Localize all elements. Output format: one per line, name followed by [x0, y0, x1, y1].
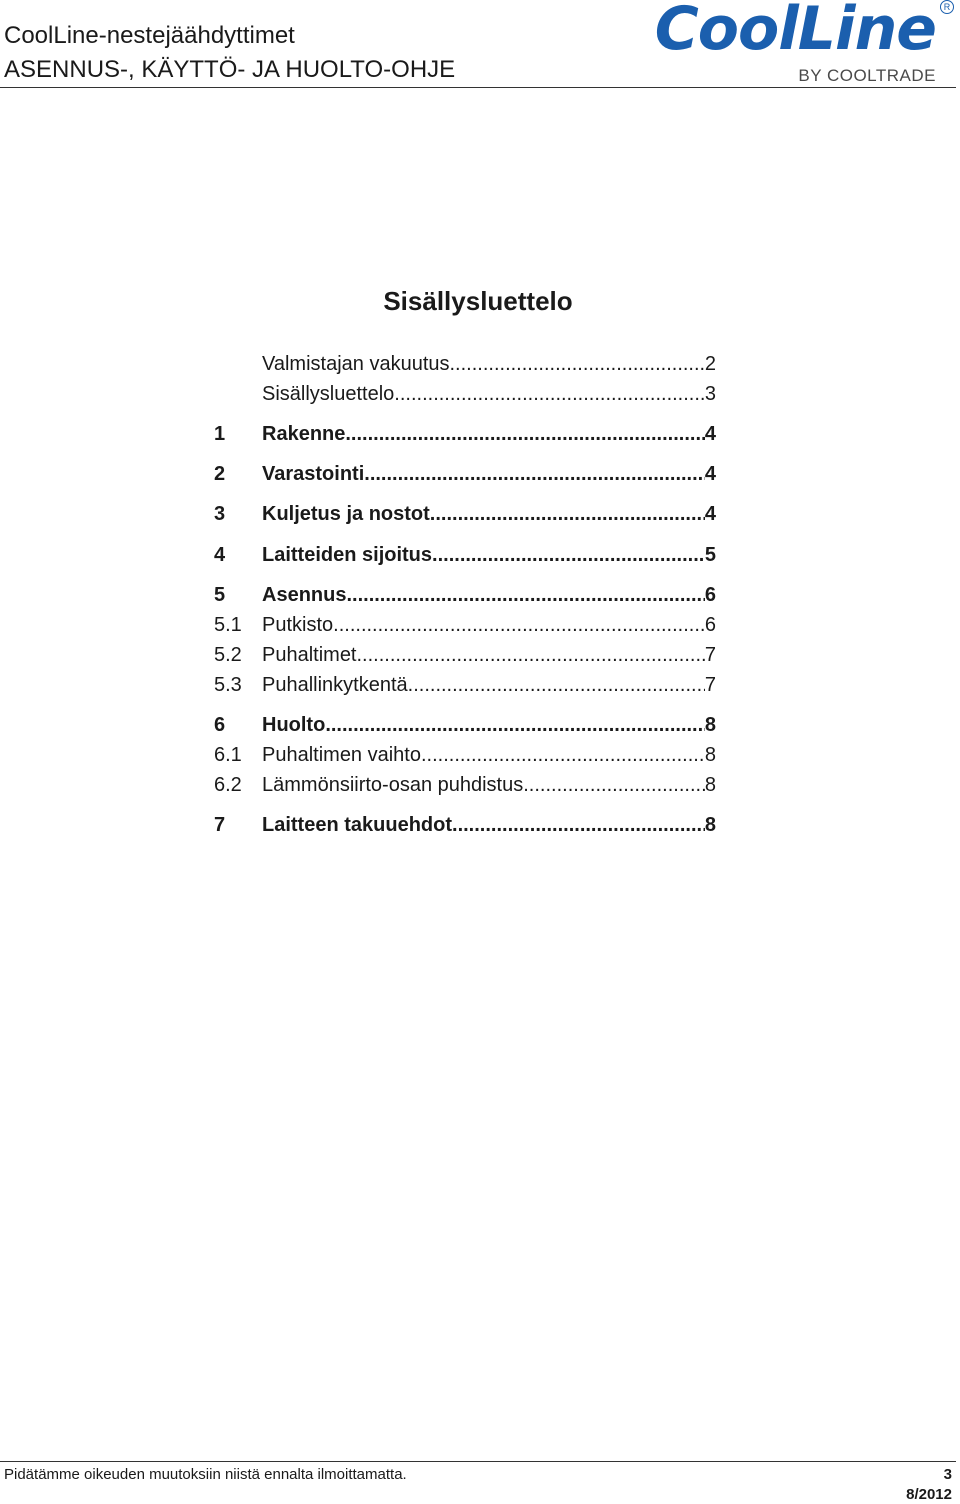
toc-entry-label: Sisällysluettelo	[262, 383, 395, 405]
toc-entry[interactable]	[214, 383, 716, 409]
toc-entry-page: 6	[704, 614, 716, 636]
toc-entry[interactable]	[214, 423, 716, 449]
document-product-title: CoolLine-nestejäähdyttimet	[4, 22, 295, 49]
toc-entry[interactable]	[214, 814, 716, 840]
header-divider	[0, 87, 956, 88]
toc-entry-label: Puhallinkytkentä	[262, 674, 408, 696]
toc-entry-number: 3	[214, 503, 226, 525]
toc-entry-number: 1	[214, 423, 226, 445]
toc-leader-dots	[452, 814, 705, 837]
toc-entry[interactable]	[214, 774, 716, 800]
toc-entry[interactable]	[214, 584, 716, 610]
toc-leader-dots	[346, 584, 704, 607]
toc-entry-label: Huolto	[262, 714, 326, 736]
toc-entry-label: Laitteen takuuehdot	[262, 814, 453, 836]
toc-entry[interactable]	[214, 544, 716, 570]
toc-entry-number: 5	[214, 584, 226, 606]
toc-entry-label: Kuljetus ja nostot	[262, 503, 430, 525]
toc-entry-label: Lämmönsiirto-osan puhdistus	[262, 774, 524, 796]
document-date: 8/2012	[906, 1486, 952, 1503]
toc-entry-page: 2	[704, 353, 716, 375]
logo-wordmark: CoolLine	[654, 0, 936, 64]
toc-entry-label: Laitteiden sijoitus	[262, 544, 433, 566]
toc-entry[interactable]	[214, 463, 716, 489]
toc-entry-number: 2	[214, 463, 226, 485]
toc-title: Sisällysluettelo	[383, 286, 573, 316]
toc-leader-dots	[523, 774, 705, 797]
toc-entry-page: 4	[704, 423, 716, 445]
toc-entry-label: Asennus	[262, 584, 347, 606]
toc-entry[interactable]	[214, 503, 716, 529]
toc-entry[interactable]	[214, 353, 716, 379]
toc-leader-dots	[364, 463, 705, 486]
toc-entry[interactable]	[214, 674, 716, 700]
toc-leader-dots	[421, 744, 705, 767]
toc-entry-label: Valmistajan vakuutus	[262, 353, 450, 375]
toc-entry-page: 8	[704, 814, 716, 836]
toc-entry[interactable]	[214, 644, 716, 670]
document-manual-title: ASENNUS-, KÄYTTÖ- JA HUOLTO-OHJE	[4, 56, 456, 83]
toc-leader-dots	[333, 614, 705, 637]
page-number: 3	[943, 1466, 952, 1483]
toc-entry-page: 7	[704, 674, 716, 696]
toc-entry-page: 4	[704, 503, 716, 525]
coolline-logo	[654, 0, 954, 90]
toc-entry-label: Puhaltimet	[262, 644, 357, 666]
toc-entry-number: 7	[214, 814, 226, 836]
toc-entry-page: 8	[704, 744, 716, 766]
footer-divider	[0, 1461, 956, 1462]
toc-leader-dots	[325, 714, 705, 737]
toc-entry-label: Rakenne	[262, 423, 346, 445]
toc-leader-dots	[430, 503, 705, 526]
toc-leader-dots	[432, 544, 705, 567]
toc-entry[interactable]	[214, 714, 716, 740]
toc-entry-number: 5.2	[214, 644, 242, 666]
toc-entry-number: 6.2	[214, 774, 242, 796]
toc-leader-dots	[394, 383, 705, 406]
toc-entry[interactable]	[214, 614, 716, 640]
toc-entry-page: 3	[704, 383, 716, 405]
toc-leader-dots	[408, 674, 705, 697]
footer-notice: Pidätämme oikeuden muutoksiin niistä ennalta ilmoittamatta.	[4, 1466, 407, 1483]
toc-entry-number: 5.1	[214, 614, 242, 636]
toc-entry-number: 5.3	[214, 674, 242, 696]
toc-leader-dots	[357, 644, 705, 667]
toc-entry-label: Puhaltimen vaihto	[262, 744, 421, 766]
toc-leader-dots	[450, 353, 705, 376]
toc-entry-label: Varastointi	[262, 463, 365, 485]
registered-mark-icon: R	[940, 0, 954, 14]
toc-entry[interactable]	[214, 744, 716, 770]
toc-entry-number: 4	[214, 544, 226, 566]
toc-entry-page: 6	[704, 584, 716, 606]
toc-entry-page: 8	[704, 714, 716, 736]
logo-subtitle: BY COOLTRADE	[798, 66, 936, 85]
toc-entry-page: 5	[704, 544, 716, 566]
toc-entry-page: 8	[704, 774, 716, 796]
toc-leader-dots	[345, 423, 705, 446]
toc-entry-number: 6.1	[214, 744, 242, 766]
toc-entry-page: 7	[704, 644, 716, 666]
toc-entry-number: 6	[214, 714, 226, 736]
toc-entry-page: 4	[704, 463, 716, 485]
toc-entry-label: Putkisto	[262, 614, 334, 636]
